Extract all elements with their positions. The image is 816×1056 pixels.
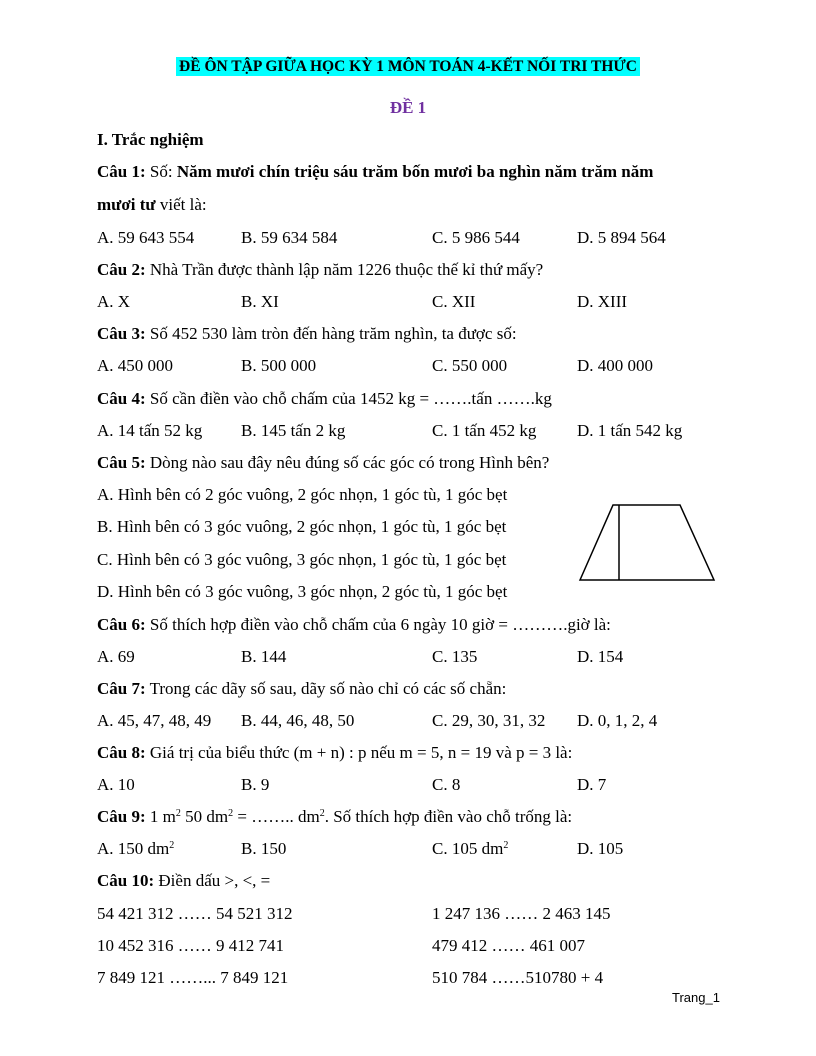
trapezoid-figure: [578, 503, 718, 583]
exam-number: ĐỀ 1: [389, 98, 427, 117]
q8-option-b: B. 9: [241, 775, 270, 794]
q3-option-b: B. 500 000: [241, 356, 317, 375]
question-1-cont: [97, 194, 207, 216]
q3-option-d: D. 400 000: [577, 356, 654, 375]
question-number-words-cont: mươi tư: [97, 195, 156, 214]
question-9: [97, 806, 572, 828]
question-text: Trong các dãy số sau, dãy số nào chỉ có các số chẵn:: [145, 679, 507, 698]
question-label: Câu 8:: [97, 743, 146, 762]
q7-option-d: D. 0, 1, 2, 4: [577, 711, 658, 730]
question-text: Nhà Trần được thành lập năm 1226 thuộc thế kỉ thứ mấy?: [145, 260, 544, 279]
document-title-wrap: [0, 56, 816, 76]
option-text: C. 105 dm: [432, 839, 504, 858]
comparison-item: 510 784 ……510780 + 4: [432, 968, 604, 987]
question-label: Câu 5:: [97, 453, 146, 472]
question-label: Câu 7:: [97, 679, 146, 698]
q8-option-c: C. 8: [432, 775, 461, 794]
question-label: Câu 4:: [97, 389, 146, 408]
q9-option-c: [432, 838, 508, 860]
question-10: [97, 870, 270, 892]
question-text-end: viết là:: [155, 195, 207, 214]
q2-option-d: D. XIII: [577, 292, 628, 311]
question-number-words: Năm mươi chín triệu sáu trăm bốn mươi ba nghìn năm trăm năm: [176, 162, 654, 181]
question-2: [97, 259, 543, 281]
q9-option-a: [97, 838, 174, 860]
q7-option-c: C. 29, 30, 31, 32: [432, 711, 546, 730]
q5-option-d: D. Hình bên có 3 góc vuông, 3 góc nhọn, 2 góc tù, 1 góc bẹt: [97, 582, 508, 601]
superscript: 2: [319, 808, 325, 819]
q1-option-a: A. 59 643 554: [97, 228, 195, 247]
question-5: [97, 452, 549, 474]
question-label: Câu 2:: [97, 260, 146, 279]
option-text: A. 150 dm: [97, 839, 170, 858]
trapezoid-outline: [580, 505, 714, 580]
comparison-item: 7 849 121 ……... 7 849 121: [97, 968, 289, 987]
q4-option-a: A. 14 tấn 52 kg: [97, 421, 203, 440]
superscript: 2: [503, 840, 509, 851]
question-label: Câu 3:: [97, 324, 146, 343]
q1-option-b: B. 59 634 584: [241, 228, 338, 247]
question-label: Câu 6:: [97, 615, 146, 634]
q9-option-d: D. 105: [577, 839, 624, 858]
q3-option-c: C. 550 000: [432, 356, 508, 375]
question-text: Giá trị của biểu thức (m + n) : p nếu m = 5, n = 19 và p = 3 là:: [145, 743, 573, 762]
question-text: . Số thích hợp điền vào chỗ trống là:: [324, 807, 573, 826]
question-3: [97, 323, 517, 345]
question-7: [97, 678, 506, 700]
question-text: Điền dấu >, <, =: [154, 871, 271, 890]
superscript: 2: [169, 840, 175, 851]
q2-option-a: A. X: [97, 292, 131, 311]
comparison-item: 479 412 …… 461 007: [432, 936, 585, 955]
section-heading: I. Trắc nghiệm: [97, 130, 204, 149]
q6-option-b: B. 144: [241, 647, 287, 666]
comparison-item: 54 421 312 …… 54 521 312: [97, 904, 293, 923]
question-1: [97, 161, 653, 183]
q2-option-c: C. XII: [432, 292, 476, 311]
q7-option-b: B. 44, 46, 48, 50: [241, 711, 355, 730]
superscript: 2: [228, 808, 234, 819]
q2-option-b: B. XI: [241, 292, 279, 311]
question-text: Dòng nào sau đây nêu đúng số các góc có trong Hình bên?: [145, 453, 550, 472]
question-text: Số thích hợp điền vào chỗ chấm của 6 ngày 10 giờ = ……….giờ là:: [145, 615, 611, 634]
q6-option-a: A. 69: [97, 647, 135, 666]
document-title: ĐỀ ÔN TẬP GIỮA HỌC KỲ 1 MÔN TOÁN 4-KẾT NỐI TRI THỨC: [176, 57, 640, 76]
question-text: Số 452 530 làm tròn đến hàng trăm nghìn, ta được số:: [145, 324, 517, 343]
question-text: 1 m: [145, 807, 176, 826]
question-text: 50 dm: [180, 807, 229, 826]
question-text: Số:: [145, 162, 177, 181]
question-8: [97, 742, 572, 764]
question-6: [97, 614, 611, 636]
comparison-item: 10 452 316 …… 9 412 741: [97, 936, 284, 955]
question-text: Số cần điền vào chỗ chấm của 1452 kg = …….tấn …….kg: [145, 389, 552, 408]
q1-option-c: C. 5 986 544: [432, 228, 520, 247]
q4-option-b: B. 145 tấn 2 kg: [241, 421, 346, 440]
q5-option-c: C. Hình bên có 3 góc vuông, 3 góc nhọn, 1 góc tù, 1 góc bẹt: [97, 550, 507, 569]
q7-option-a: A. 45, 47, 48, 49: [97, 711, 212, 730]
q3-option-a: A. 450 000: [97, 356, 174, 375]
q6-option-d: D. 154: [577, 647, 624, 666]
q8-option-d: D. 7: [577, 775, 607, 794]
q5-option-b: B. Hình bên có 3 góc vuông, 2 góc nhọn, 1 góc tù, 1 góc bẹt: [97, 517, 507, 536]
question-label: Câu 9:: [97, 807, 146, 826]
question-label: Câu 10:: [97, 871, 155, 890]
q4-option-c: C. 1 tấn 452 kg: [432, 421, 537, 440]
comparison-item: 1 247 136 …… 2 463 145: [432, 904, 611, 923]
q4-option-d: D. 1 tấn 542 kg: [577, 421, 683, 440]
page-number: Trang_1: [672, 990, 720, 1005]
q5-option-a: A. Hình bên có 2 góc vuông, 2 góc nhọn, 1 góc tù, 1 góc bẹt: [97, 485, 508, 504]
question-label: Câu 1:: [97, 162, 146, 181]
q6-option-c: C. 135: [432, 647, 478, 666]
q8-option-a: A. 10: [97, 775, 135, 794]
q1-option-d: D. 5 894 564: [577, 228, 666, 247]
question-text: = …….. dm: [233, 807, 320, 826]
question-4: [97, 388, 552, 410]
q9-option-b: B. 150: [241, 839, 287, 858]
superscript: 2: [175, 808, 181, 819]
